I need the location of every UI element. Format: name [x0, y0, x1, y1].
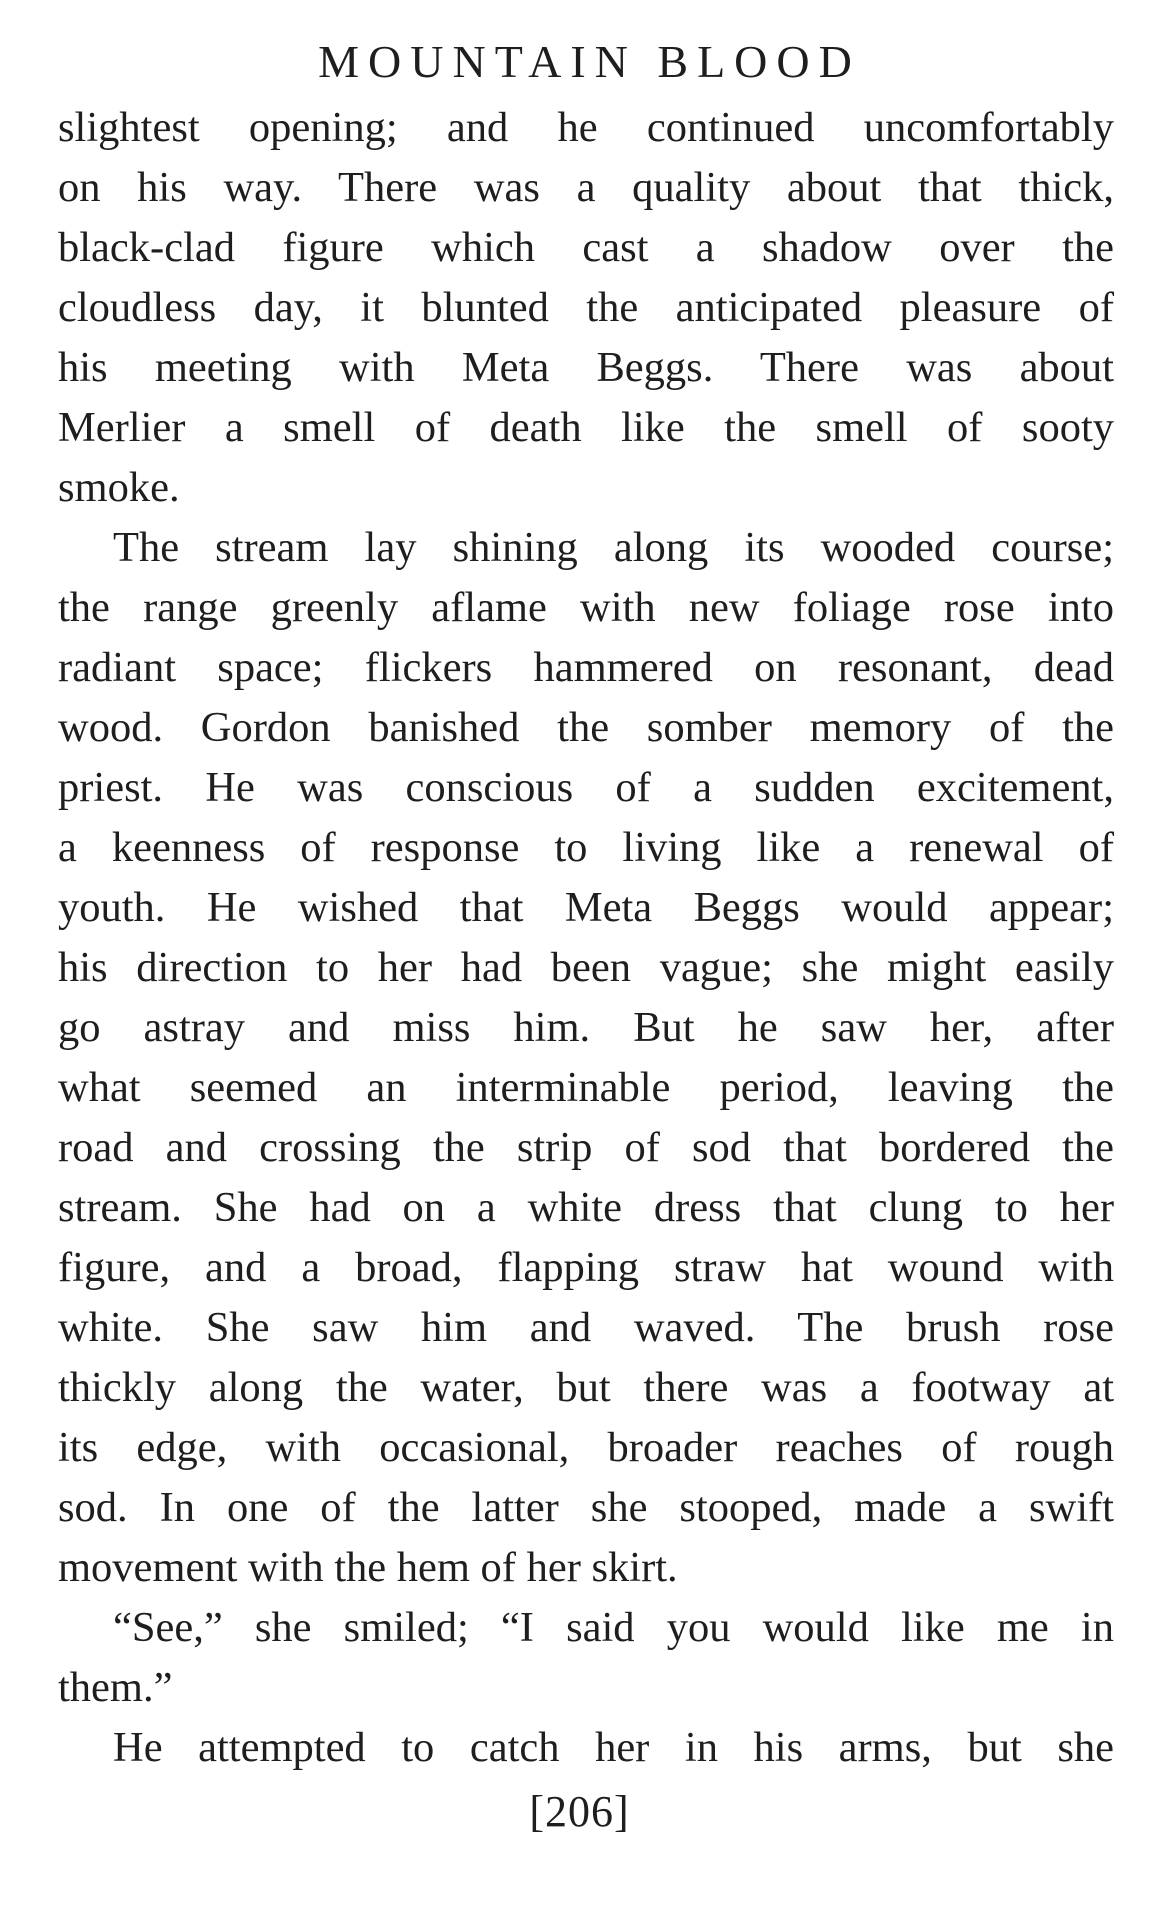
- text-line: go astray and miss him. But he saw her, after: [58, 1004, 1114, 1051]
- text-line: movement with the hem of her skirt.: [58, 1544, 678, 1591]
- text-line: road and crossing the strip of sod that bordered the: [58, 1124, 1114, 1171]
- text-line: He attempted to catch her in his arms, but she: [113, 1724, 1114, 1771]
- text-line: on his way. There was a quality about that thick,: [58, 164, 1114, 211]
- text-line: a keenness of response to living like a renewal of: [58, 824, 1114, 871]
- text-line: wood. Gordon banished the somber memory of the: [58, 704, 1114, 751]
- text-line: sod. In one of the latter she stooped, made a swift: [58, 1484, 1114, 1531]
- text-line: priest. He was conscious of a sudden excitement,: [58, 764, 1114, 811]
- body-text: [58, 98, 1114, 1778]
- text-line: radiant space; flickers hammered on resonant, dead: [58, 644, 1114, 691]
- running-head: MOUNTAIN BLOOD: [318, 36, 861, 87]
- text-line: figure, and a broad, flapping straw hat wound with: [58, 1244, 1114, 1291]
- paragraph: [58, 98, 1114, 518]
- text-line: smoke.: [58, 464, 180, 511]
- text-line: The stream lay shining along its wooded course;: [113, 524, 1114, 571]
- text-line: his meeting with Meta Beggs. There was about: [58, 344, 1114, 391]
- text-line: the range greenly aflame with new foliage rose into: [58, 584, 1114, 631]
- text-line: youth. He wished that Meta Beggs would appear;: [58, 884, 1114, 931]
- text-line: his direction to her had been vague; she might easily: [58, 944, 1114, 991]
- text-line: what seemed an interminable period, leaving the: [58, 1064, 1114, 1111]
- text-line: slightest opening; and he continued uncomfortably: [58, 104, 1114, 151]
- text-line: white. She saw him and waved. The brush rose: [58, 1304, 1114, 1351]
- text-line: black-clad figure which cast a shadow over the: [58, 224, 1114, 271]
- text-line: its edge, with occasional, broader reaches of rough: [58, 1424, 1114, 1471]
- text-line: “See,” she smiled; “I said you would like me in: [113, 1604, 1114, 1651]
- text-line: stream. She had on a white dress that clung to her: [58, 1184, 1114, 1231]
- paragraph: [58, 518, 1114, 1598]
- paragraph: [58, 1718, 1114, 1778]
- text-line: Merlier a smell of death like the smell of sooty: [58, 404, 1114, 451]
- text-line: them.”: [58, 1664, 173, 1711]
- text-line: cloudless day, it blunted the anticipated pleasure of: [58, 284, 1114, 331]
- text-line: thickly along the water, but there was a footway at: [58, 1364, 1114, 1411]
- paragraph: [58, 1598, 1114, 1718]
- page-number: [206]: [529, 1787, 630, 1836]
